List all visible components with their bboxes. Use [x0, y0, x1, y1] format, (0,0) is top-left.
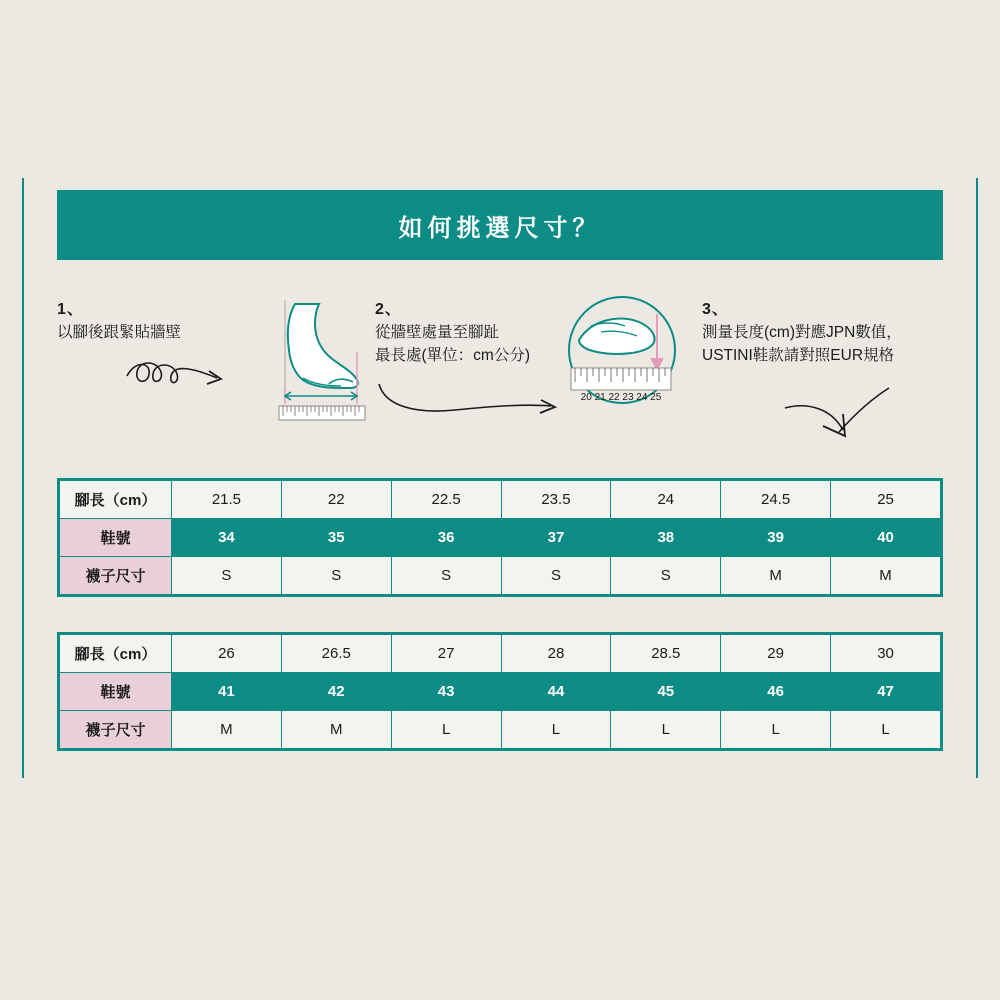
size-table-1	[57, 478, 943, 597]
page-title: 如何挑選尺寸？	[398, 214, 602, 242]
table-cell: 22	[281, 481, 391, 519]
table-cell: 40	[831, 519, 941, 557]
table-cell: 44	[501, 673, 611, 711]
table-cell: 42	[281, 673, 391, 711]
table-cell: 24.5	[721, 481, 831, 519]
size-table-2	[57, 632, 943, 751]
table-cell: 22.5	[391, 481, 501, 519]
table-cell: 28	[501, 635, 611, 673]
table-row	[60, 673, 941, 711]
table-cell: 30	[831, 635, 941, 673]
table-cell: 35	[281, 519, 391, 557]
table-cell: S	[391, 557, 501, 595]
size-table-2-grid	[59, 634, 941, 749]
table-cell: 21.5	[172, 481, 282, 519]
step-3-text-line2: USTINI鞋款請對照EUR規格	[702, 347, 895, 364]
table-row	[60, 635, 941, 673]
table-cell: S	[611, 557, 721, 595]
table-cell: 45	[611, 673, 721, 711]
row-label: 襪子尺寸	[60, 711, 172, 749]
ruler-tick-labels: 20 21 22 23 24 25	[580, 392, 662, 403]
row-label: 鞋號	[60, 673, 172, 711]
ruler-icon	[557, 292, 687, 422]
table-cell: 39	[721, 519, 831, 557]
table-cell: S	[281, 557, 391, 595]
table-cell: 34	[172, 519, 282, 557]
table-cell: 46	[721, 673, 831, 711]
table-cell: M	[172, 711, 282, 749]
table-cell: 43	[391, 673, 501, 711]
table-row	[60, 519, 941, 557]
table-cell: 26	[172, 635, 282, 673]
table-cell: M	[831, 557, 941, 595]
table-cell: 47	[831, 673, 941, 711]
table-cell: L	[611, 711, 721, 749]
table-row	[60, 711, 941, 749]
size-table-2-body	[60, 635, 941, 749]
step-3-text-line1: 測量長度(cm)對應JPN數值，	[702, 324, 902, 341]
table-cell: M	[721, 557, 831, 595]
table-cell: 23.5	[501, 481, 611, 519]
row-label: 腳長（cm）	[60, 635, 172, 673]
foot-outline-icon	[217, 292, 367, 432]
size-table-1-grid	[59, 480, 941, 595]
header-banner	[57, 190, 943, 260]
table-cell: L	[721, 711, 831, 749]
table-cell: S	[172, 557, 282, 595]
table-cell: M	[281, 711, 391, 749]
table-cell: 27	[391, 635, 501, 673]
table-cell: L	[391, 711, 501, 749]
right-vertical-rule	[976, 178, 978, 778]
table-cell: 36	[391, 519, 501, 557]
table-row	[60, 481, 941, 519]
step-3-arrow-down-icon	[777, 374, 897, 444]
table-cell: S	[501, 557, 611, 595]
step-2	[375, 298, 565, 367]
step-3-number: 3、	[702, 301, 729, 318]
table-cell: 26.5	[281, 635, 391, 673]
table-cell: L	[501, 711, 611, 749]
row-label: 鞋號	[60, 519, 172, 557]
table-cell: L	[831, 711, 941, 749]
step-2-text-line2: 最長處(單位：cm公分)	[375, 347, 530, 364]
step-1	[57, 298, 232, 344]
table-cell: 37	[501, 519, 611, 557]
steps-section	[57, 292, 943, 452]
table-cell: 28.5	[611, 635, 721, 673]
table-cell: 41	[172, 673, 282, 711]
row-label: 襪子尺寸	[60, 557, 172, 595]
step-3	[702, 298, 952, 367]
step-1-number: 1、	[57, 301, 84, 318]
left-vertical-rule	[22, 178, 24, 778]
step-2-text-line1: 從牆壁處量至腳趾	[375, 324, 500, 341]
table-cell: 38	[611, 519, 721, 557]
step-1-text: 以腳後跟緊貼牆壁	[57, 324, 182, 341]
size-table-1-body	[60, 481, 941, 595]
table-row	[60, 557, 941, 595]
table-cell: 24	[611, 481, 721, 519]
table-cell: 29	[721, 635, 831, 673]
table-cell: 25	[831, 481, 941, 519]
row-label: 腳長（cm）	[60, 481, 172, 519]
step-2-number: 2、	[375, 301, 402, 318]
step-2-arrow-icon	[375, 380, 565, 420]
